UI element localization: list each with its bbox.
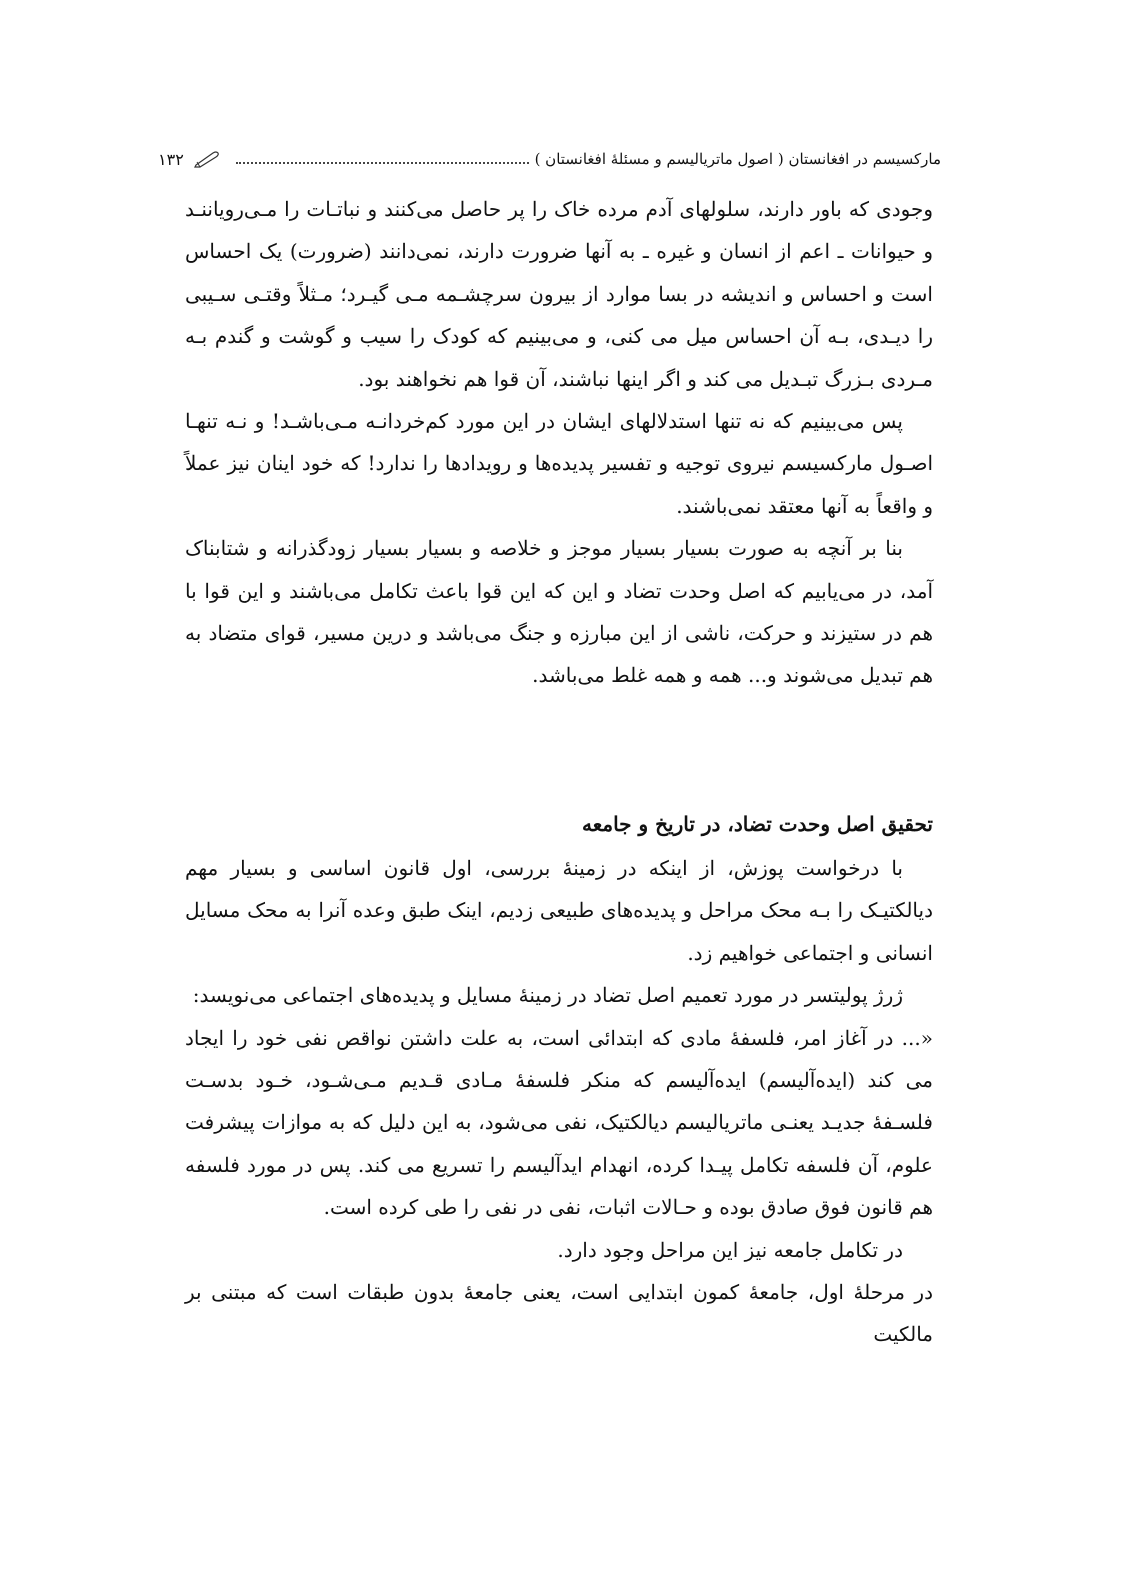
running-header: [158, 142, 941, 176]
page-number: ۱۳۲: [158, 149, 184, 169]
body-text-block-1: [185, 188, 933, 697]
running-title: مارکسیسم در افغانستان ( اصول ماتریالیسم و مسئلهٔ افغانستان ): [534, 150, 941, 168]
quote-paragraph: «... در آغاز امر، فلسفهٔ مادی که ابتدائی است، به علت داشتن نواقص نفی خود را ایجاد می کند (ایده‌آلیسم) ایده‌آلیسم که منکر فلسفهٔ مـادی قـدیم مـی‌شـود، خـود بدسـت فلسـفهٔ جدیـد یعنـی ماتریالیسم دیالکتیک، نفی می‌شود، به این دلیل که به موازات پیشرفت علوم، آن فلسفه تکامل پیـدا کرده، انهدام ایدآلیسم را تسریع می کند. پس در مورد فلسفه هم قانون فوق صادق بوده و حـالات اثبات، نفی در نفی را طی کرده است.: [185, 1025, 934, 1220]
paragraph: پس می‌بینیم که نه تنها استدلالهای ایشان در این مورد کم‌خردانـه مـی‌باشـد! و نـه تنهـا اصـول مارکسیسم نیروی توجیه و تفسیر پدیده‌ها و رویدادها را ندارد! که خود اینان نیز عملاً و واقعاً به آنها معتقد نمی‌باشند.: [185, 409, 933, 518]
dotted-leader: [236, 162, 529, 164]
pencil-icon: [194, 150, 220, 168]
paragraph: در مرحلهٔ اول، جامعهٔ کمون ابتدایی است، یعنی جامعهٔ بدون طبقات است که مبتنی بر مالکیت: [185, 1280, 933, 1347]
paragraph: با درخواست پوزش، از اینکه در زمینهٔ بررسی، اول قانون اساسی و بسیار مهم دیالکتیـک را بـه محک مراحل و پدیده‌های طبیعی زدیم، اینک طبق وعده آنرا به محک مسایل انسانی و اجتماعی خواهیم زد.: [185, 856, 933, 965]
paragraph: در تکامل جامعه نیز این مراحل وجود دارد.: [557, 1237, 903, 1262]
paragraph: ژرژ پولیتسر در مورد تعمیم اصل تضاد در زمینهٔ مسایل و پدیده‌های اجتماعی می‌نویسد:: [192, 983, 903, 1008]
paragraph: بنا بر آنچه به صورت بسیار بسیار موجز و خلاصه و بسیار بسیار زودگذرانه و شتابناک آمد، در می‌یابیم که اصل وحدت تضاد و این که این قوا باعث تکامل می‌باشند و این قوا با هم در ستیزند و حرکت، ناشی از این مبارزه و جنگ می‌باشد و درین مسیر، قوای متضاد به هم تبدیل می‌شوند و... همه و همه غلط می‌باشد.: [185, 536, 934, 688]
body-text-block-2: [185, 847, 933, 1356]
section-heading: تحقیق اصل وحدت تضاد، در تاریخ و جامعه: [581, 812, 933, 836]
paragraph: وجودی که باور دارند، سلولهای آدم مرده خاک را پر حاصل می‌کنند و نباتـات را مـی‌روياننـد و حیوانات ـ اعم از انسان و غیره ـ به آنها ضرورت دارند، نمی‌دانند (ضرورت) یک احساس است و احساس و اندیشه در بسا موارد از بیرون سرچشـمه مـی گیـرد؛ مـثلاً وقتـی سـیبی را دیـدی، بـه آن احساس میل می کنی، و می‌بینیم که کودک را سیب و گوشت و گندم بـه مـردی بـزرگ تبـدیل می کند و اگر اینها نباشند، آن قوا هم نخواهند بود.: [185, 197, 933, 391]
